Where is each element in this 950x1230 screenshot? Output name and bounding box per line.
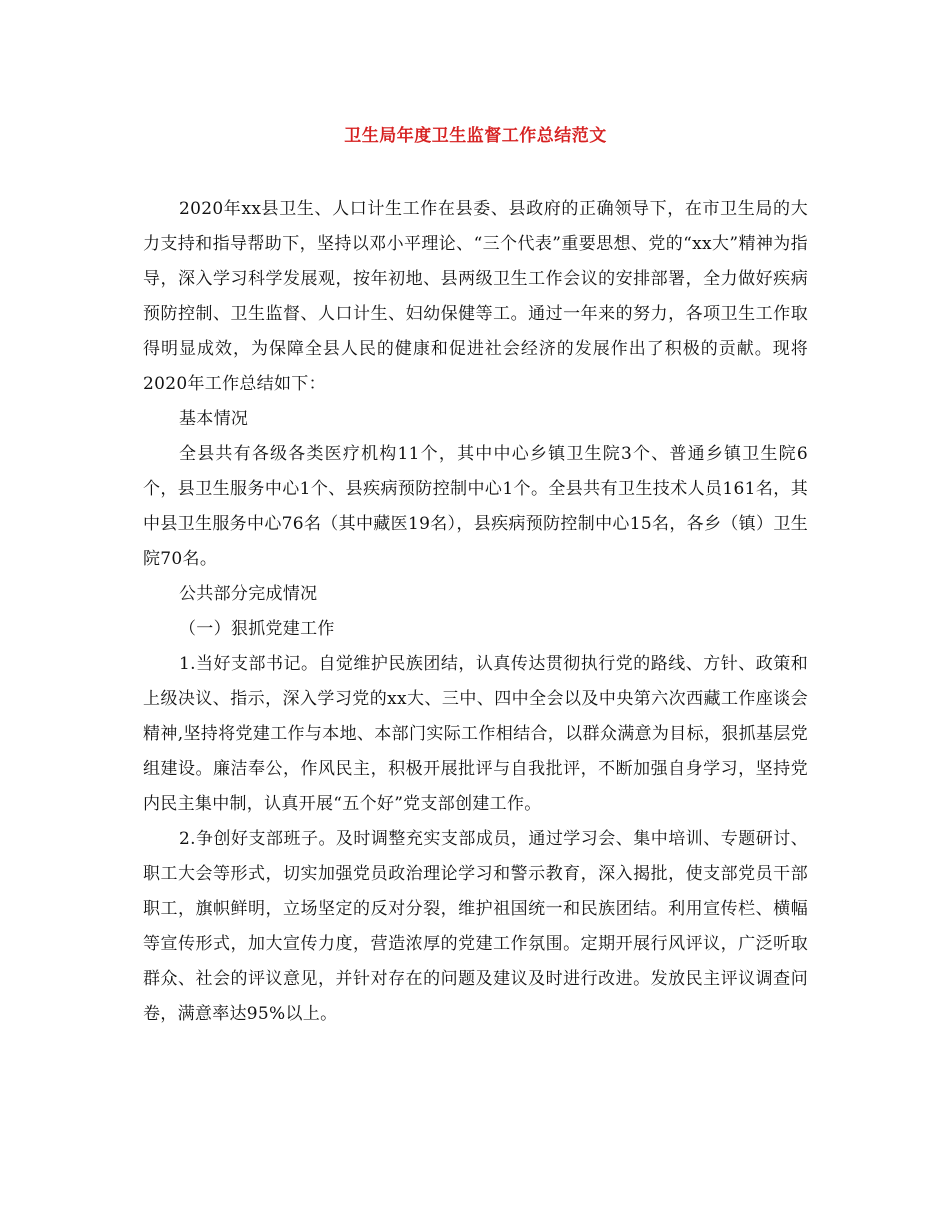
heading-basic-situation: 基本情况 [179, 409, 249, 429]
document-title: 卫生局年度卫生监督工作总结范文 [344, 126, 607, 146]
paragraph-intro: 2020年xx县卫生、人口计生工作在县委、县政府的正确领导下，在市卫生局的大力支持和指导帮助下，坚持以邓小平理论、“三个代表”重要思想、党的“xx大”精神为指导，深入学习科学发展观，按年初地、县两级卫生工作会议的安排部署，全力做好疾病预防控制、卫生监督、人口计生、妇幼保健等工。通过一年来的努力，各项卫生工作取得明显成效，为保障全县人民的健康和促进社会经济的发展作出了积极的贡献。现将2020年工作总结如下： [143, 199, 808, 394]
paragraph-item-1: 1.当好支部书记。自觉维护民族团结，认真传达贯彻执行党的路线、方针、政策和上级决议、指示，深入学习党的xx大、三中、四中全会以及中央第六次西藏工作座谈会精神,坚持将党建工作与本地、本部门实际工作相结合，以群众满意为目标，狠抓基层党组建设。廉洁奉公，作风民主，积极开展批评与自我批评，不断加强自身学习，坚持党内民主集中制，认真开展“五个好”党支部创建工作。 [143, 654, 808, 814]
heading-public-completion: 公共部分完成情况 [179, 584, 318, 604]
paragraph-item-2: 2.争创好支部班子。及时调整充实支部成员，通过学习会、集中培训、专题研讨、职工大会等形式，切实加强党员政治理论学习和警示教育，深入揭批，使支部党员干部职工，旗帜鲜明，立场坚定的反对分裂，维护祖国统一和民族团结。利用宣传栏、横幅等宣传形式，加大宣传力度，营造浓厚的党建工作氛围。定期开展行风评议，广泛听取群众、社会的评议意见，并针对存在的问题及建议及时进行改进。发放民主评议调查问卷，满意率达95%以上。 [143, 829, 808, 1024]
paragraph-basic-situation: 全县共有各级各类医疗机构11个，其中中心乡镇卫生院3个、普通乡镇卫生院6个，县卫生服务中心1个、县疾病预防控制中心1个。全县共有卫生技术人员161名，其中县卫生服务中心76名（其中藏医19名），县疾病预防控制中心15名，各乡（镇）卫生院70名。 [143, 444, 808, 569]
heading-party-building: （一）狠抓党建工作 [179, 619, 335, 639]
document-body [143, 192, 808, 1032]
